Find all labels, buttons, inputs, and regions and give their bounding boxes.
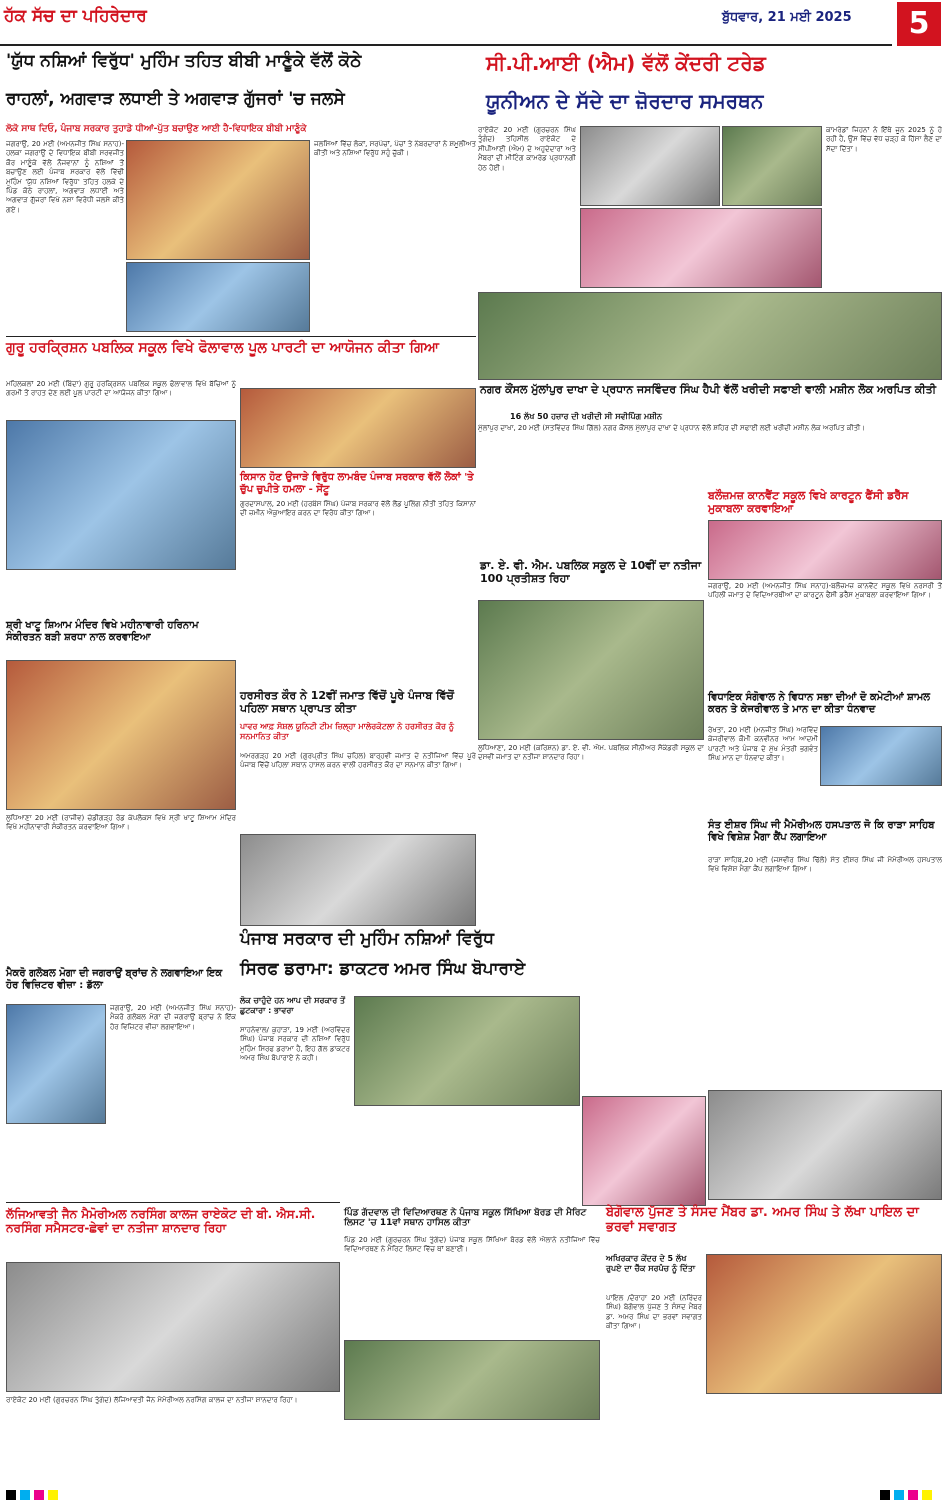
story4-headline: ਨਗਰ ਕੌਂਸਲ ਮੁੱਲਾਂਪੁਰ ਦਾਖਾ ਦੇ ਪ੍ਰਧਾਨ ਜਸਵਿੰਦਰ ਸਿੰਘ ਹੈਪੀ ਵੱਲੋਂ ਖਰੀਦੀ ਸਫਾਈ ਵਾਲੀ ਮਸ਼ੀਨ ਲੋਕ ਅਰਪਿਤ ਕੀਤੀ: [480, 383, 937, 396]
page-number: 5: [908, 6, 930, 41]
story7-photo-students: [478, 600, 704, 740]
story6-photo-portraits: [240, 388, 476, 468]
story8-headline: ਸ਼੍ਰੀ ਖਾਟੂ ਸ਼ਿਆਮ ਮੰਦਿਰ ਵਿਖੇ ਮਹੀਨਾਵਾਰੀ ਹਰਿਨਾਮ ਸੰਕੀਰਤਨ ਬੜੀ ਸ਼ਰਧਾ ਨਾਲ ਕਰਵਾਇਆ: [6, 620, 199, 643]
story3-headline: ਗੁਰੂ ਹਰਕ੍ਰਿਸ਼ਨ ਪਬਲਿਕ ਸਕੂਲ ਵਿਖੇ ਫੋਲਾਵਾਲ ਪੂਲ ਪਾਰਟੀ ਦਾ ਆਯੋਜਨ ਕੀਤਾ ਗਿਆ: [6, 340, 440, 356]
story1-body-left: ਜਗਰਾਉਂ, 20 ਮਈ (ਅਮਨਜੀਤ ਸਿੰਘ ਸਨਾਹ)-ਹਲਕਾ ਜਗਰਾਉਂ ਦੇ ਵਿਧਾਇਕ ਬੀਬੀ ਸਰਵਜੀਤ ਕੌਰ ਮਾਣੂੰਕੇ ਵੱਲੋਂ ਨੌਜਵਾਨਾਂ ਨੂੰ ਨਸ਼ਿਆਂ ਤੋਂ ਬਚਾਉਣ ਲਈ ਪੰਜਾਬ ਸਰਕਾਰ ਵੱਲੋਂ ਵਿੱਢੀ ਮੁਹਿੰਮ 'ਯੁੱਧ ਨਸ਼ਿਆਂ ਵਿਰੁੱਧ' ਤਹਿਤ ਹਲਕੇ ਦੇ ਪਿੰਡ ਕੋਠੇ ਰਾਹਲਾਂ, ਅਗਵਾੜ ਲਧਾਈ ਅਤੇ ਅਗਵਾੜ ਗੁੱਜਰਾਂ ਵਿਖੇ ਨਸ਼ਾ ਵਿਰੋਧੀ ਜਲਸੇ ਕੀਤੇ ਗਏ।: [6, 140, 124, 214]
story2-body-left: ਰਾਏਕੋਟ 20 ਮਈ (ਗੁਰਚਰਨ ਸਿੰਘ ਤੁੰਗੰਦ) ਤਹਿਸੀਲ ਰਾਏਕੋਟ ਦੇ ਸੀਪੀਆਈ (ਐਮ) ਦੇ ਅਹੁਦੇਦਾਰਾਂ ਅਤੇ ਮੈਂਬਰਾਂ ਦੀ ਮੀਟਿੰਗ ਕਾਮਰੇਡ ਪ੍ਰਧਾਨਗੀ ਹੇਠ ਹੋਈ।: [478, 126, 576, 172]
story1-photo-meeting: [126, 262, 310, 332]
masthead-brand: ਹੱਕ ਸੱਚ ਦਾ ਪਹਿਰੇਦਾਰ: [4, 6, 147, 26]
story4-photo: [478, 292, 942, 380]
story14-body: ਰਾਏਕੋਟ 20 ਮਈ (ਗੁਰਚਰਨ ਸਿੰਘ ਤੁੰਗੰਦ) ਲੱਜਿਆਵਤੀ ਜੈਨ ਮੈਮੋਰੀਅਲ ਨਰਸਿੰਗ ਕਾਲਜ ਦਾ ਨਤੀਜਾ ਸ਼ਾਨਦਾਰ ਰਿਹਾ।: [6, 1396, 298, 1404]
story1-photo-crowd: [126, 140, 310, 260]
story11-photo: [708, 1090, 942, 1200]
story4-body: ਮੁੱਲਾਂਪੁਰ ਦਾਖਾ, 20 ਮਈ (ਸਤਵਿੰਦਰ ਸਿੰਘ ਗਿੱਲ) ਨਗਰ ਕੌਂਸਲ ਮੁੱਲਾਂਪੁਰ ਦਾਖਾ ਦੇ ਪ੍ਰਧਾਨ ਵੱਲੋਂ ਸ਼ਹਿਰ ਦੀ ਸਫਾਈ ਲਈ ਖਰੀਦੀ ਮਸ਼ੀਨ ਲੋਕ ਅਰਪਿਤ ਕੀਤੀ।: [478, 424, 865, 432]
story16-headline: ਬੇਗੋਵਾਲ ਪੁੱਜਣ ਤੇ ਸੰਸਦ ਮੈਂਬਰ ਡਾ. ਅਮਰ ਸਿੰਘ ਤੇ ਲੱਖਾ ਪਾਇਲ ਦਾ ਭਰਵਾਂ ਸਵਾਗਤ: [606, 1205, 919, 1235]
story2-photo-group: [722, 126, 822, 206]
story14-headline: ਲੱਜਿਆਵਤੀ ਜੈਨ ਮੈਮੋਰੀਅਲ ਨਰਸਿੰਗ ਕਾਲਜ ਰਾਏਕੋਟ ਦੀ ਬੀ. ਐਸ.ਸੀ. ਨਰਸਿੰਗ ਸਮੈਸਟਰ-ਛੇਵਾਂ ਦਾ ਨਤੀਜਾ ਸ਼ਾਨਦਾਰ ਰਿਹਾ: [6, 1207, 316, 1235]
story8-photo: [6, 660, 236, 810]
story10-body: ਰੇਖਤਾ, 20 ਮਈ (ਮਨਜੀਤ ਸਿੰਘ) ਅਰਵਿੰਦ ਕੇਜਰੀਵਾਲ ਕੌਮੀ ਕਨਵੀਨਰ ਆਮ ਆਦਮੀ ਪਾਰਟੀ ਅਤੇ ਪੰਜਾਬ ਦੇ ਮੁੱਖ ਮੰਤਰੀ ਭਗਵੰਤ ਸਿੰਘ ਮਾਨ ਦਾ ਧੰਨਵਾਦ ਕੀਤਾ।: [708, 726, 818, 763]
story16-photo-welcome: [706, 1254, 942, 1394]
print-registration-marks-left: [6, 1490, 66, 1502]
story3-body: ਮਹਿਲਕਲਾਂ 20 ਮਈ (ਬਿੰਦਾ) ਗੁਰੂ ਹਰਕ੍ਰਿਸ਼ਨ ਪਬਲਿਕ ਸਕੂਲ ਫੋਲਾਵਾਲ ਵਿਖੇ ਬੱਚਿਆਂ ਨੂੰ ਗਰਮੀ ਤੋਂ ਰਾਹਤ ਦੇਣ ਲਈ ਪੂਲ ਪਾਰਟੀ ਦਾ ਆਯੋਜਨ ਕੀਤਾ ਗਿਆ।: [6, 380, 236, 398]
story15-body: ਪਿੰਡ 20 ਮਈ (ਗੁਰਚਰਨ ਸਿੰਘ ਤੁੰਗੰਦ) ਪੰਜਾਬ ਸਕੂਲ ਸਿੱਖਿਆ ਬੋਰਡ ਵੱਲੋਂ ਐਲਾਨੇ ਨਤੀਜਿਆਂ ਵਿੱਚ ਵਿਦਿਆਰਥਣ ਨੇ ਮੈਰਿਟ ਲਿਸਟ ਵਿੱਚ ਥਾਂ ਬਣਾਈ।: [344, 1236, 600, 1254]
story2-photo-workers: [580, 208, 822, 288]
masthead-date: ਬੁੱਧਵਾਰ, 21 ਮਈ 2025: [722, 10, 852, 25]
story9-body: ਅਮਰਗੜ੍ਹ 20 ਮਈ (ਗੁਰਪ੍ਰੀਤ ਸਿੰਘ ਚਹਿਲ) ਬਾਰ੍ਹਵੀਂ ਜਮਾਤ ਦੇ ਨਤੀਜਿਆਂ ਵਿੱਚ ਪੂਰੇ ਪੰਜਾਬ ਵਿੱਚੋਂ ਪਹਿਲਾ ਸਥਾਨ ਹਾਸਲ ਕਰਨ ਵਾਲੀ ਹਰਸੀਰਤ ਕੌਰ ਦਾ ਸਨਮਾਨ ਕੀਤਾ ਗਿਆ।: [240, 752, 476, 770]
story12-headline-line2: ਸਿਰਫ ਡਰਾਮਾ: ਡਾਕਟਰ ਅਮਰ ਸਿੰਘ ਬੋਪਾਰਾਏ: [240, 959, 526, 979]
masthead: [0, 0, 945, 48]
page-number-badge: [897, 2, 941, 46]
story1-subhead: ਲੋਕੋ ਸਾਥ ਦਿਓ, ਪੰਜਾਬ ਸਰਕਾਰ ਤੁਹਾਡੇ ਧੀਆਂ-ਪੁੱਤ ਬਚਾਉਣ ਆਈ ਹੈ-ਵਿਧਾਇਕ ਬੀਬੀ ਮਾਣੂੰਕੇ: [6, 124, 307, 134]
story12-body: ਸਾਹਨੇਵਾਲ/ ਕੁਹਾੜਾ, 19 ਮਈ (ਅਰਵਿੰਦਰ ਸਿੰਘ) ਪੰਜਾਬ ਸਰਕਾਰ ਦੀ ਨਸ਼ਿਆਂ ਵਿਰੁੱਧ ਮੁਹਿੰਮ ਸਿਰਫ ਡਰਾਮਾ ਹੈ, ਇਹ ਗੱਲ ਡਾਕਟਰ ਅਮਰ ਸਿੰਘ ਬੋਪਾਰਾਏ ਨੇ ਕਹੀ।: [240, 1026, 350, 1063]
story9-photo: [240, 834, 476, 926]
story15-photo: [344, 1340, 600, 1420]
story1-headline-line2: ਰਾਹਲਾਂ, ਅਗਵਾੜ ਲਧਾਈ ਤੇ ਅਗਵਾੜ ਗੁੱਜਰਾਂ 'ਚ ਜਲਸੇ: [6, 89, 345, 109]
story15-headline: ਪਿੰਡ ਗੱਦਵਾਲ ਦੀ ਵਿਦਿਆਰਥਣ ਨੇ ਪੰਜਾਬ ਸਕੂਲ ਸਿੱਖਿਆ ਬੋਰਡ ਦੀ ਮੈਰਿਟ ਲਿਸਟ 'ਚ 11ਵਾਂ ਸਥਾਨ ਹਾਸਿਲ ਕੀਤਾ: [344, 1208, 587, 1229]
story5-body: ਜਗਰਾਉਂ, 20 ਮਈ (ਅਮਨਜੀਤ ਸਿੰਘ ਸਨਾਹ)-ਬਲੌਜ਼ਮਜ਼ ਕਾਨਵੈਂਟ ਸਕੂਲ ਵਿਖੇ ਨਰਸਰੀ ਤੋਂ ਪਹਿਲੀ ਜਮਾਤ ਦੇ ਵਿਦਿਆਰਥੀਆਂ ਦਾ ਕਾਰਟੂਨ ਫੈਂਸੀ ਡਰੈੱਸ ਮੁਕਾਬਲਾ ਕਰਵਾਇਆ ਗਿਆ।: [708, 582, 942, 600]
story1-headline-line1: 'ਯੁੱਧ ਨਸ਼ਿਆਂ ਵਿਰੁੱਧ' ਮੁਹਿੰਮ ਤਹਿਤ ਬੀਬੀ ਮਾਣੂੰਕੇ ਵੱਲੋਂ ਕੋਠੇ: [6, 51, 362, 71]
story12-photo-event: [582, 1096, 706, 1206]
story5-headline-visible: ਬਲੌਜ਼ਮਜ਼ ਕਾਨਵੈਂਟ ਸਕੂਲ ਵਿਖੇ ਕਾਰਟੂਨ ਫੈਂਸੀ ਡਰੈੱਸ ਮੁਕਾਬਲਾ ਕਰਵਾਇਆ: [708, 489, 909, 515]
story13-headline: ਮੈਕਰੋ ਗਲੋਬਲ ਮੋਗਾ ਦੀ ਜਗਰਾਉਂ ਬ੍ਰਾਂਚ ਨੇ ਲਗਵਾਇਆ ਇਕ ਹੋਰ ਵਿਜ਼ਿਟਰ ਵੀਜ਼ਾ : ਡੱਲਾ: [6, 968, 223, 991]
masthead-divider: [0, 44, 892, 46]
story12-headline-line1: ਪੰਜਾਬ ਸਰਕਾਰ ਦੀ ਮੁਹਿੰਮ ਨਸ਼ਿਆਂ ਵਿਰੁੱਧ: [240, 929, 494, 949]
print-registration-marks-right: [880, 1490, 940, 1502]
story7-body: ਲੁਧਿਆਣਾ, 20 ਮਈ (ਕਰਿਸ਼ਨ) ਡਾ. ਏ. ਵੀ. ਐਮ. ਪਬਲਿਕ ਸੀਨੀਅਰ ਸੈਕੰਡਰੀ ਸਕੂਲ ਦਾ ਦਸਵੀਂ ਜਮਾਤ ਦਾ ਨਤੀਜਾ ਸ਼ਾਨਦਾਰ ਰਿਹਾ।: [478, 744, 704, 762]
story13-photo: [6, 1004, 106, 1124]
story7-headline: ਡਾ. ਏ. ਵੀ. ਐਮ. ਪਬਲਿਕ ਸਕੂਲ ਦੇ 10ਵੀਂ ਦਾ ਨਤੀਜਾ 100 ਪ੍ਰਤੀਸ਼ਤ ਰਿਹਾ: [480, 559, 702, 585]
story8-body: ਲੁਧਿਆਣਾ 20 ਮਈ (ਰਾਜੀਵ) ਚੰਡੀਗੜ੍ਹ ਰੋਡ ਕੰਪਲੈਕਸ ਵਿਖੇ ਸ੍ਰੀ ਖਾਟੂ ਸ਼ਿਆਮ ਮੰਦਿਰ ਵਿਖੇ ਮਹੀਨਾਵਾਰੀ ਸੰਕੀਰਤਨ ਕਰਵਾਇਆ ਗਿਆ।: [6, 814, 236, 832]
story9-subhead: ਪਾਵਰ ਆਫ਼ ਸੋਸ਼ਲ ਯੂਨਿਟੀ ਟੀਮ ਜ਼ਿਲ੍ਹਾ ਮਾਲੇਰਕੋਟਲਾ ਨੇ ਹਰਸੀਰਤ ਕੌਰ ਨੂੰ ਸਨਮਾਨਿਤ ਕੀਤਾ: [240, 722, 454, 741]
story5-photo: [708, 520, 942, 580]
story16-subhead: ਅਖਿਰਕਾਰ ਕੇਂਦਰ ਦੇ 5 ਲੱਖ ਰੁਪਏ ਦਾ ਚੈੱਕ ਸਰਪੰਚ ਨੂੰ ਦਿੱਤਾ: [606, 1254, 696, 1273]
story12-photo-group: [354, 996, 580, 1106]
story1-body-right: ਜਲਸਿਆਂ ਵਿੱਚ ਲੋਕਾਂ, ਸਰਪੰਚਾਂ, ਪੰਚਾਂ ਤੇ ਨੰਬਰਦਾਰਾਂ ਨੇ ਸ਼ਮੂਲੀਅਤ ਕੀਤੀ ਅਤੇ ਨਸ਼ਿਆਂ ਵਿਰੁੱਧ ਸਹੁੰ ਚੁੱਕੀ।: [314, 140, 476, 158]
story6-headline: ਕਿਸਾਨ ਹੋਣ ਉਜਾੜੇ ਵਿਰੁੱਧ ਲਾਮਬੰਦ ਪੰਜਾਬ ਸਰਕਾਰ ਵੱਲੋਂ ਲੋਕਾਂ 'ਤੇ ਚੁੱਪ ਚੁਪੀਤੇ ਹਮਲਾ - ਸੇਂਟੂ: [240, 472, 474, 495]
story3-photo-pool: [6, 420, 236, 570]
story10-photo-portraits: [820, 726, 942, 786]
story11-body: ਰਾੜਾ ਸਾਹਿਬ,20 ਮਈ (ਜਸਵੀਰ ਸਿੰਘ ਢਿੱਲੋਂ) ਸੰਤ ਈਸ਼ਰ ਸਿੰਘ ਜੀ ਮੈਮੋਰੀਅਲ ਹਸਪਤਾਲ ਵਿਖੇ ਵਿਸ਼ੇਸ਼ ਮੈਗਾ ਕੈਂਪ ਲਗਾਇਆ ਗਿਆ।: [708, 856, 942, 874]
story12-subhead: ਲੋਕ ਚਾਹੁੰਦੇ ਹਨ ਆਪ ਦੀ ਸਰਕਾਰ ਤੋਂ ਛੁਟਕਾਰਾ : ਭਾਵਰਾ: [240, 996, 346, 1015]
story14-photo: [6, 1262, 340, 1392]
story11-headline: ਸੰਤ ਈਸ਼ਰ ਸਿੰਘ ਜੀ ਮੈਮੋਰੀਅਲ ਹਸਪਤਾਲ ਜੋ ਕਿ ਰਾੜਾ ਸਾਹਿਬ ਵਿਖੇ ਵਿਸ਼ੇਸ਼ ਮੈਗਾ ਕੈਂਪ ਲਗਾਇਆ: [708, 820, 935, 843]
story2-photo-meeting: [580, 126, 720, 206]
story2-headline-line1: ਸੀ.ਪੀ.ਆਈ (ਐਮ) ਵੱਲੋਂ ਕੇਂਦਰੀ ਟਰੇਡ: [486, 51, 766, 75]
story14-divider: [6, 1202, 340, 1203]
story2-headline-line2: ਯੂਨੀਅਨ ਦੇ ਸੱਦੇ ਦਾ ਜ਼ੋਰਦਾਰ ਸਮਰਥਨ: [486, 89, 764, 113]
story3-divider: [6, 336, 476, 337]
story5-headline: [706, 292, 942, 293]
story16-body: ਪਾਇਲ /ਦੋਰਾਹਾ 20 ਮਈ (ਨਰਿੰਦਰ ਸਿੰਘ) ਬੇਗੋਵਾਲ ਪੁੱਜਣ ਤੇ ਸੰਸਦ ਮੈਂਬਰ ਡਾ. ਅਮਰ ਸਿੰਘ ਦਾ ਭਰਵਾਂ ਸਵਾਗਤ ਕੀਤਾ ਗਿਆ।: [606, 1294, 702, 1331]
story9-headline: ਹਰਸੀਰਤ ਕੌਰ ਨੇ 12ਵੀਂ ਜਮਾਤ ਵਿੱਚੋਂ ਪੂਰੇ ਪੰਜਾਬ ਵਿੱਚੋਂ ਪਹਿਲਾ ਸਥਾਨ ਪ੍ਰਾਪਤ ਕੀਤਾ: [240, 689, 454, 715]
story4-subhead: 16 ਲੱਖ 50 ਹਜ਼ਾਰ ਦੀ ਖਰੀਦੀ ਸੀ ਸਵੀਪਿੰਗ ਮਸ਼ੀਨ: [510, 412, 663, 421]
story10-headline: ਵਿਧਾਇਕ ਸੰਗੋਵਾਲ ਨੇ ਵਿਧਾਨ ਸਭਾ ਦੀਆਂ ਦੋ ਕਮੇਟੀਆਂ ਸ਼ਾਮਲ ਕਰਨ ਤੇ ਕੇਜਰੀਵਾਲ ਤੇ ਮਾਨ ਦਾ ਕੀਤਾ ਧੰਨਵਾਦ: [708, 692, 931, 715]
story2-body-right: ਕਾਮਰੇਡਾਂ ਜਿਹਨਾਂ ਨੇ ਇੱਥੇ ਜੂਨ 2025 ਨੂੰ ਹੋ ਰਹੀ ਹੈ, ਉਸ ਵਿੱਚ ਵੱਧ ਚੜ੍ਹ ਕੇ ਹਿੱਸਾ ਲੈਣ ਦਾ ਸੱਦਾ ਦਿੱਤਾ।: [826, 126, 942, 153]
story13-body: ਜਗਰਾਉਂ, 20 ਮਈ (ਅਮਨਜੀਤ ਸਿੰਘ ਸਨਾਹ)-ਮੈਕਰੋ ਗਲੋਬਲ ਮੋਗਾ ਦੀ ਜਗਰਾਉਂ ਬ੍ਰਾਂਚ ਨੇ ਇੱਕ ਹੋਰ ਵਿਜ਼ਿਟਰ ਵੀਜ਼ਾ ਲਗਵਾਇਆ।: [110, 1004, 236, 1031]
story6-body: ਗੁਰਦਾਸਪਾਲ, 20 ਮਈ (ਹਰਬੰਸ ਸਿੰਘ) ਪੰਜਾਬ ਸਰਕਾਰ ਵੱਲੋਂ ਲੈਂਡ ਪੂਲਿੰਗ ਨੀਤੀ ਤਹਿਤ ਕਿਸਾਨਾਂ ਦੀ ਜ਼ਮੀਨ ਐਕੁਆਇਰ ਕਰਨ ਦਾ ਵਿਰੋਧ ਕੀਤਾ ਗਿਆ।: [240, 500, 476, 518]
